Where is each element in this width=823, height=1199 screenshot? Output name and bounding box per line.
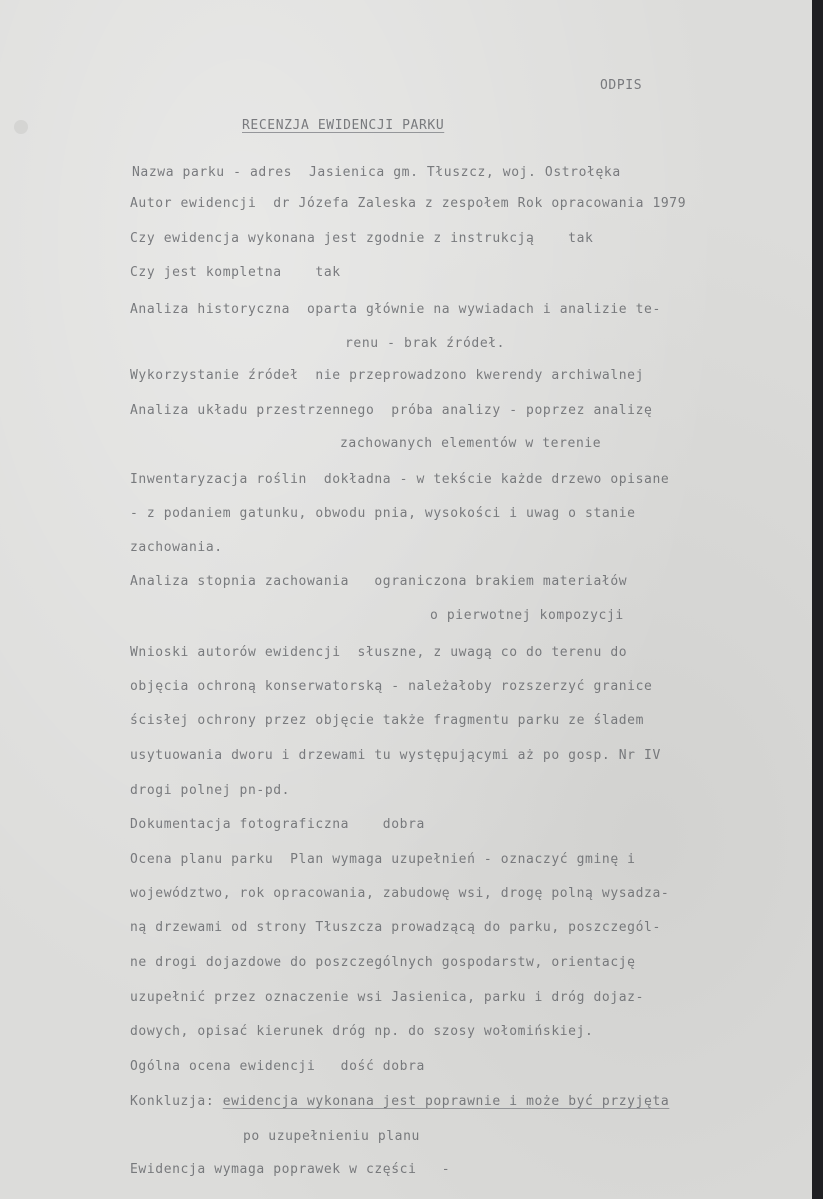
line-ocena-planu-5: uzupełnić przez oznaczenie wsi Jasienica, parku i dróg dojaz- xyxy=(130,990,645,1005)
line-analiza-historyczna-cont: renu - brak źródeł. xyxy=(345,336,506,351)
line-ocena-planu-2: województwo, rok opracowania, zabudowę wsi, drogę polną wysadza- xyxy=(130,886,670,901)
line-wnioski-2: objęcia ochroną konserwatorską - należałoby rozszerzyć granice xyxy=(130,679,653,694)
line-analiza-historyczna: Analiza historyczna oparta głównie na wywiadach i analizie te- xyxy=(130,302,661,317)
line-inwentaryzacja: Inwentaryzacja roślin dokładna - w tekście każde drzewo opisane xyxy=(130,472,670,487)
line-konkluzja-cont: po uzupełnieniu planu xyxy=(243,1129,420,1144)
line-konkluzja xyxy=(130,1094,669,1109)
line-stopien: Analiza stopnia zachowania ograniczona brakiem materiałów xyxy=(130,574,628,589)
konkluzja-text: ewidencja wykonana jest poprawnie i może być przyjęta xyxy=(222,1094,670,1109)
line-ocena-planu-4: ne drogi dojazdowe do poszczególnych gospodarstw, orientację xyxy=(130,955,636,970)
line-dokumentacja: Dokumentacja fotograficzna dobra xyxy=(130,817,425,832)
line-wymaga-poprawek: Ewidencja wymaga poprawek w części - xyxy=(130,1162,451,1177)
document-title: RECENZJA EWIDENCJI PARKU xyxy=(242,118,445,133)
line-uklad-cont: zachowanych elementów w terenie xyxy=(340,436,602,451)
punch-hole-mark xyxy=(14,120,28,134)
line-wnioski: Wnioski autorów ewidencji słuszne, z uwagą co do terenu do xyxy=(130,645,628,660)
line-wykorzystanie: Wykorzystanie źródeł nie przeprowadzono kwerendy archiwalnej xyxy=(130,368,645,383)
line-uklad: Analiza układu przestrzennego próba analizy - poprzez analizę xyxy=(130,403,653,418)
line-kompletna: Czy jest kompletna tak xyxy=(130,265,341,280)
line-nazwa-parku: Nazwa parku - adres Jasienica gm. Tłuszcz, woj. Ostrołęka xyxy=(132,165,621,180)
line-ocena-planu: Ocena planu parku Plan wymaga uzupełnień - oznaczyć gminę i xyxy=(130,852,636,867)
line-wnioski-3: ścisłej ochrony przez objęcie także fragmentu parku ze śladem xyxy=(130,713,645,728)
header-odpis: ODPIS xyxy=(600,78,643,93)
line-zgodna: Czy ewidencja wykonana jest zgodnie z instrukcją tak xyxy=(130,231,594,246)
line-wnioski-4: usytuowania dworu i drzewami tu występującymi aż po gosp. Nr IV xyxy=(130,748,661,763)
line-wnioski-5: drogi polnej pn-pd. xyxy=(130,783,291,798)
line-ogolna-ocena: Ogólna ocena ewidencji dość dobra xyxy=(130,1059,425,1074)
line-inwentaryzacja-2: - z podaniem gatunku, obwodu pnia, wysokości i uwag o stanie xyxy=(130,506,636,521)
line-ocena-planu-6: dowych, opisać kierunek dróg np. do szosy wołomińskiej. xyxy=(130,1024,594,1039)
line-inwentaryzacja-3: zachowania. xyxy=(130,540,223,555)
scan-edge xyxy=(812,0,823,1199)
line-autor: Autor ewidencji dr Józefa Zaleska z zespołem Rok opracowania 1979 xyxy=(130,196,687,211)
line-stopien-cont: o pierwotnej kompozycji xyxy=(430,608,624,623)
line-ocena-planu-3: ną drzewami od strony Tłuszcza prowadzącą do parku, poszczegól- xyxy=(130,920,661,935)
konkluzja-label: Konkluzja: xyxy=(130,1094,223,1109)
